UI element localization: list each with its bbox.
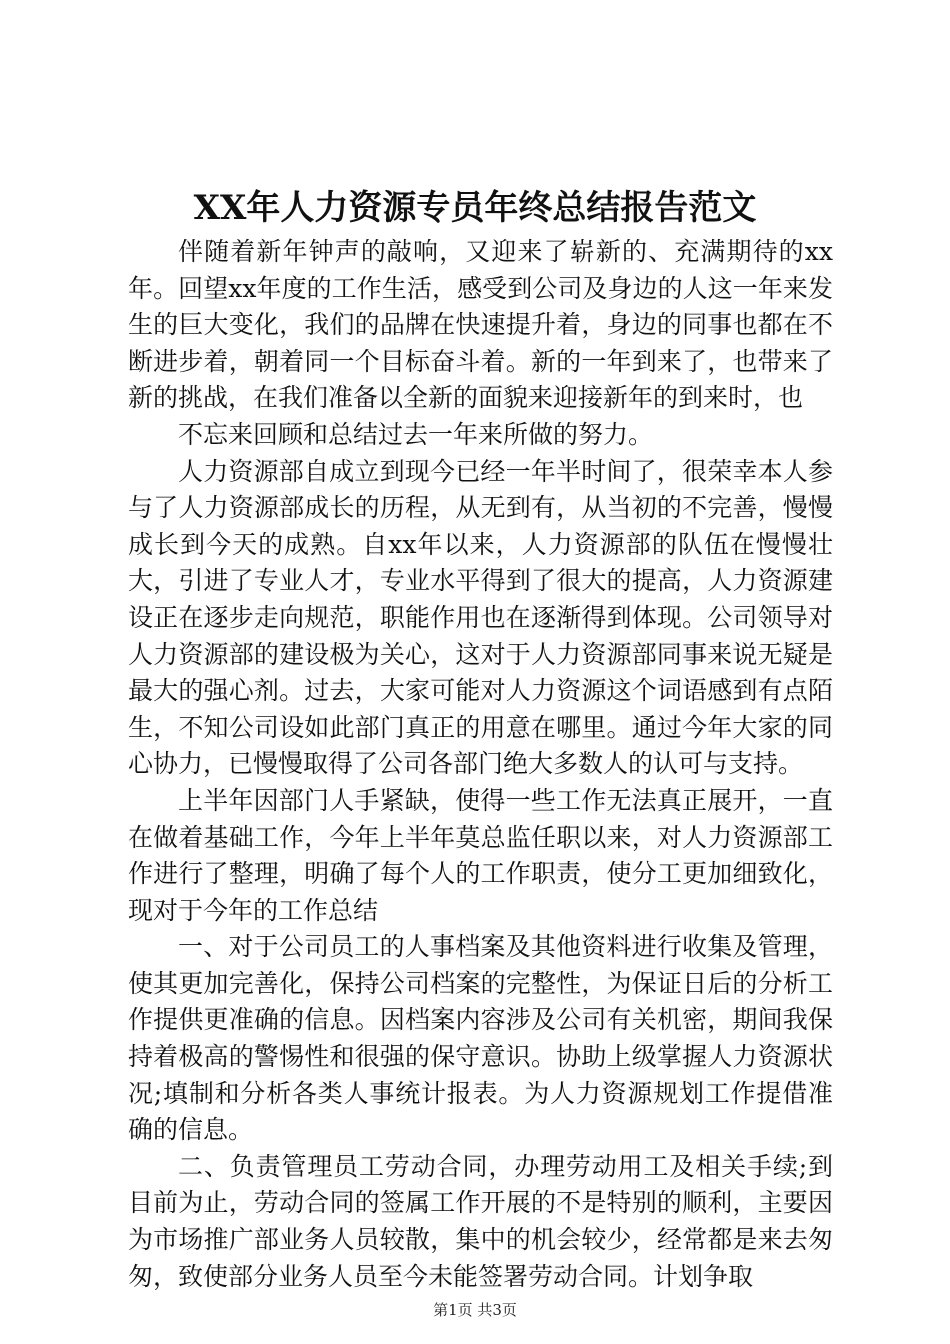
paragraph: 人力资源部自成立到现今已经一年半时间了，很荣幸本人参与了人力资源部成长的历程，从无到有，从当初的不完善，慢慢成长到今天的成熟。自xx年以来，人力资源部的队伍在慢慢壮大，引进了专业人才，专业水平得到了很大的提高，人力资源建设正在逐步走向规范，职能作用也在逐渐得到体现。公司领导对人力资源部的建设极为关心，这对于人力资源部同事来说无疑是最大的强心剂。过去，大家可能对人力资源这个词语感到有点陌生，不知公司设如此部门真正的用意在哪里。通过今年大家的同心协力，已慢慢取得了公司各部门绝大多数人的认可与支持。 <box>128 456 833 779</box>
document-title: XX年人力资源专员年终总结报告范文 <box>193 188 757 228</box>
paragraph: 一、对于公司员工的人事档案及其他资料进行收集及管理，使其更加完善化，保持公司档案的完整性，为保证日后的分析工作提供更准确的信息。因档案内容涉及公司有关机密，期间我保持着极高的警惕性和很强的保守意识。协助上级掌握人力资源状况;填制和分析各类人事统计报表。为人力资源规划工作提借准确的信息。 <box>128 932 833 1145</box>
document-body <box>128 234 833 1295</box>
paragraph: 伴随着新年钟声的敲响，又迎来了崭新的、充满期待的xx年。回望xx年度的工作生活，感受到公司及身边的人这一年来发生的巨大变化，我们的品牌在快速提升着，身边的同事也都在不断进步着，朝着同一个目标奋斗着。新的一年到来了，也带来了新的挑战，在我们准备以全新的面貌来迎接新年的到来时，也 <box>128 237 833 413</box>
paragraph: 上半年因部门人手紧缺，使得一些工作无法真正展开，一直在做着基础工作，今年上半年莫总监任职以来，对人力资源部工作进行了整理，明确了每个人的工作职责，使分工更加细致化，现对于今年的工作总结 <box>128 785 833 925</box>
page-number-footer: 第1页 共3页 <box>433 1301 517 1319</box>
paragraph: 不忘来回顾和总结过去一年来所做的努力。 <box>178 419 654 449</box>
paragraph: 二、负责管理员工劳动合同，办理劳动用工及相关手续;到目前为止，劳动合同的签属工作开展的不是特别的顺利，主要因为市场推广部业务人员较散，集中的机会较少，经常都是来去匆匆，致使部分业务人员至今未能签署劳动合同。计划争取 <box>128 1151 833 1291</box>
